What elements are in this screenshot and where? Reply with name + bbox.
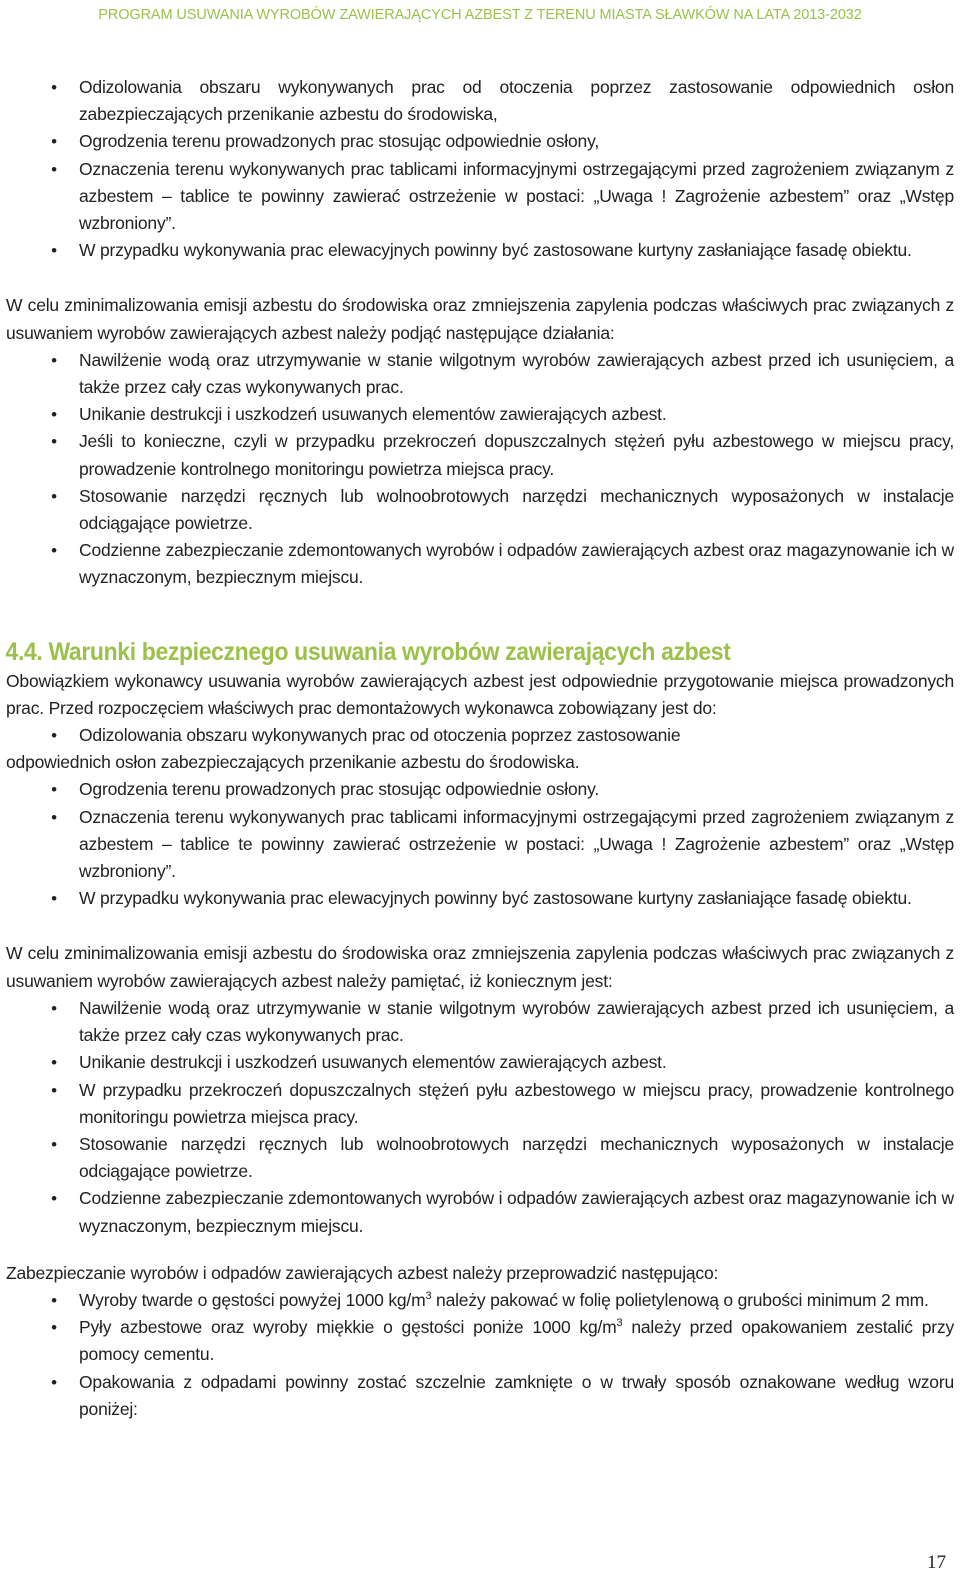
superscript: 3 xyxy=(425,1290,432,1303)
bullet-icon: • xyxy=(51,159,57,179)
bullet-icon: • xyxy=(51,807,57,827)
list-item: • Odizolowania obszaru wykonywanych prac od otoczenia poprzez zastosowanie odpowiednich osłon zabezpieczających przenikanie azbestu do środowiska, xyxy=(0,74,960,128)
list-item: • W przypadku przekroczeń dopuszczalnych stężeń pyłu azbestowego w miejscu pracy, prowadzenie kontrolnego monitoringu powietrza miejsca pracy. xyxy=(0,1077,960,1131)
bullet-icon: • xyxy=(51,541,57,561)
superscript: 3 xyxy=(616,1317,623,1330)
list-item: • Nawilżenie wodą oraz utrzymywanie w stanie wilgotnym wyrobów zawierających azbest przed ich usunięciem, a także przez cały czas wykonywanych prac. xyxy=(0,347,960,401)
block4-list xyxy=(0,1287,960,1423)
block1-list xyxy=(0,74,960,264)
bullet-icon: • xyxy=(51,998,57,1018)
list-item: • Unikanie destrukcji i uszkodzeń usuwanych elementów zawierających azbest. xyxy=(0,401,960,428)
list-item: • Nawilżenie wodą oraz utrzymywanie w stanie wilgotnym wyrobów zawierających azbest przed ich usunięciem, a także przez cały czas wykonywanych prac. xyxy=(0,995,960,1049)
list-item: • W przypadku wykonywania prac elewacyjnych powinny być zastosowane kurtyny zasłaniające fasadę obiektu. xyxy=(0,237,960,264)
bullet-icon: • xyxy=(51,432,57,452)
bullet-icon: • xyxy=(51,132,57,152)
section-heading xyxy=(0,636,883,668)
list-item: • Codzienne zabezpieczanie zdemontowanych wyrobów i odpadów zawierających azbest oraz magazynowanie ich w wyznaczonym, bezpiecznym miejscu. xyxy=(0,1185,960,1239)
list-item: • Stosowanie narzędzi ręcznych lub wolnoobrotowych narzędzi mechanicznych wyposażonych w instalacje odciągające powietrze. xyxy=(0,1131,960,1185)
bullet-icon: • xyxy=(51,78,57,97)
bullet-icon: • xyxy=(51,1134,57,1154)
bullet-icon: • xyxy=(51,1290,57,1310)
bullet-icon: • xyxy=(51,1080,57,1100)
bullet-icon: • xyxy=(51,405,57,425)
list-item: • Odizolowania obszaru wykonywanych prac od otoczenia poprzez zastosowanie xyxy=(0,722,960,749)
bullet-icon: • xyxy=(51,726,57,746)
page-number: 17 xyxy=(927,1552,946,1573)
bullet-icon: • xyxy=(51,780,57,800)
list-item: • W przypadku wykonywania prac elewacyjnych powinny być zastosowane kurtyny zasłaniające fasadę obiektu. xyxy=(0,885,960,912)
running-header: PROGRAM USUWANIA WYROBÓW ZAWIERAJĄCYCH AZBEST Z TERENU MIASTA SŁAWKÓW NA LATA 2013-2032 xyxy=(98,7,862,23)
bullet-icon: • xyxy=(51,1372,57,1392)
block3-list xyxy=(0,995,960,1240)
block4-intro: Zabezpieczanie wyrobów i odpadów zawierających azbest należy przeprowadzić następująco: xyxy=(6,1262,719,1283)
list-item: • Ogrodzenia terenu prowadzonych prac stosując odpowiednie osłony. xyxy=(0,776,960,803)
list-item: • Stosowanie narzędzi ręcznych lub wolnoobrotowych narzędzi mechanicznych wyposażonych w instalacje odciągające powietrze. xyxy=(0,483,960,537)
section-list xyxy=(0,776,960,912)
bullet-icon: • xyxy=(51,1189,57,1209)
list-item: • Codzienne zabezpieczanie zdemontowanych wyrobów i odpadów zawierających azbest oraz magazynowanie ich w wyznaczonym, bezpiecznym miejscu. xyxy=(0,537,960,591)
list-item: • Oznaczenia terenu wykonywanych prac tablicami informacyjnymi ostrzegającymi przed zagrożeniem związanym z azbestem – tablice te powinny zawierać ostrzeżenie w postaci: „Uwaga ! Zagrożenie azbestem” oraz „Wstęp wzbroniony”. xyxy=(0,156,960,238)
list-item: • Opakowania z odpadami powinny zostać szczelnie zamknięte o w trwały sposób oznakowane według wzoru poniżej: xyxy=(0,1369,960,1423)
list-item-continuation: odpowiednich osłon zabezpieczających przenikanie azbestu do środowiska. xyxy=(6,752,580,773)
bullet-icon: • xyxy=(51,486,57,506)
bullet-icon: • xyxy=(51,889,57,909)
list-item: • Ogrodzenia terenu prowadzonych prac stosując odpowiednie osłony, xyxy=(0,128,960,155)
bullet-icon: • xyxy=(51,350,57,370)
block2-list xyxy=(0,347,960,592)
list-item: • Unikanie destrukcji i uszkodzeń usuwanych elementów zawierających azbest. xyxy=(0,1049,960,1076)
block3-intro: W celu zminimalizowania emisji azbestu do środowiska oraz zmniejszenia zapylenia podczas właściwych prac związanych z usuwaniem wyrobów zawierających azbest należy pamiętać, iż koniecznym jest: xyxy=(6,943,954,991)
bullet-icon: • xyxy=(51,1053,57,1073)
section-number: 4.4. xyxy=(5,637,43,666)
bullet-icon: • xyxy=(51,1318,57,1338)
document-body xyxy=(0,74,960,1423)
block2-intro: W celu zminimalizowania emisji azbestu do środowiska oraz zmniejszenia zapylenia podczas właściwych prac związanych z usuwaniem wyrobów zawierających azbest należy podjąć następujące działania: xyxy=(6,295,954,343)
section-title: Warunki bezpiecznego usuwania wyrobów zawierających azbest xyxy=(48,637,731,666)
section-first-list xyxy=(0,722,960,749)
section-intro: Obowiązkiem wykonawcy usuwania wyrobów zawierających azbest jest odpowiednie przygotowanie miejsca prowadzonych prac. Przed rozpoczęciem właściwych prac demontażowych wykonawca zobowiązany jest do: xyxy=(6,670,954,718)
list-item: • Oznaczenia terenu wykonywanych prac tablicami informacyjnymi ostrzegającymi przed zagrożeniem związanym z azbestem – tablice te powinny zawierać ostrzeżenie w postaci: „Uwaga ! Zagrożenie azbestem” oraz „Wstęp wzbroniony”. xyxy=(0,804,960,886)
list-item: • Wyroby twarde o gęstości powyżej 1000 $kg/m^3$ należy pakować w folię polietylenową o grubości minimum 2 mm. xyxy=(0,1287,960,1314)
bullet-icon: • xyxy=(51,241,57,261)
list-item: • Jeśli to konieczne, czyli w przypadku przekroczeń dopuszczalnych stężeń pyłu azbestowego w miejscu pracy, prowadzenie kontrolnego monitoringu powietrza miejsca pracy. xyxy=(0,428,960,482)
list-item: • Pyły azbestowe oraz wyroby miękkie o gęstości poniże 1000 $kg/m^3$ należy przed opakowaniem zestalić przy pomocy cementu. xyxy=(0,1314,960,1368)
